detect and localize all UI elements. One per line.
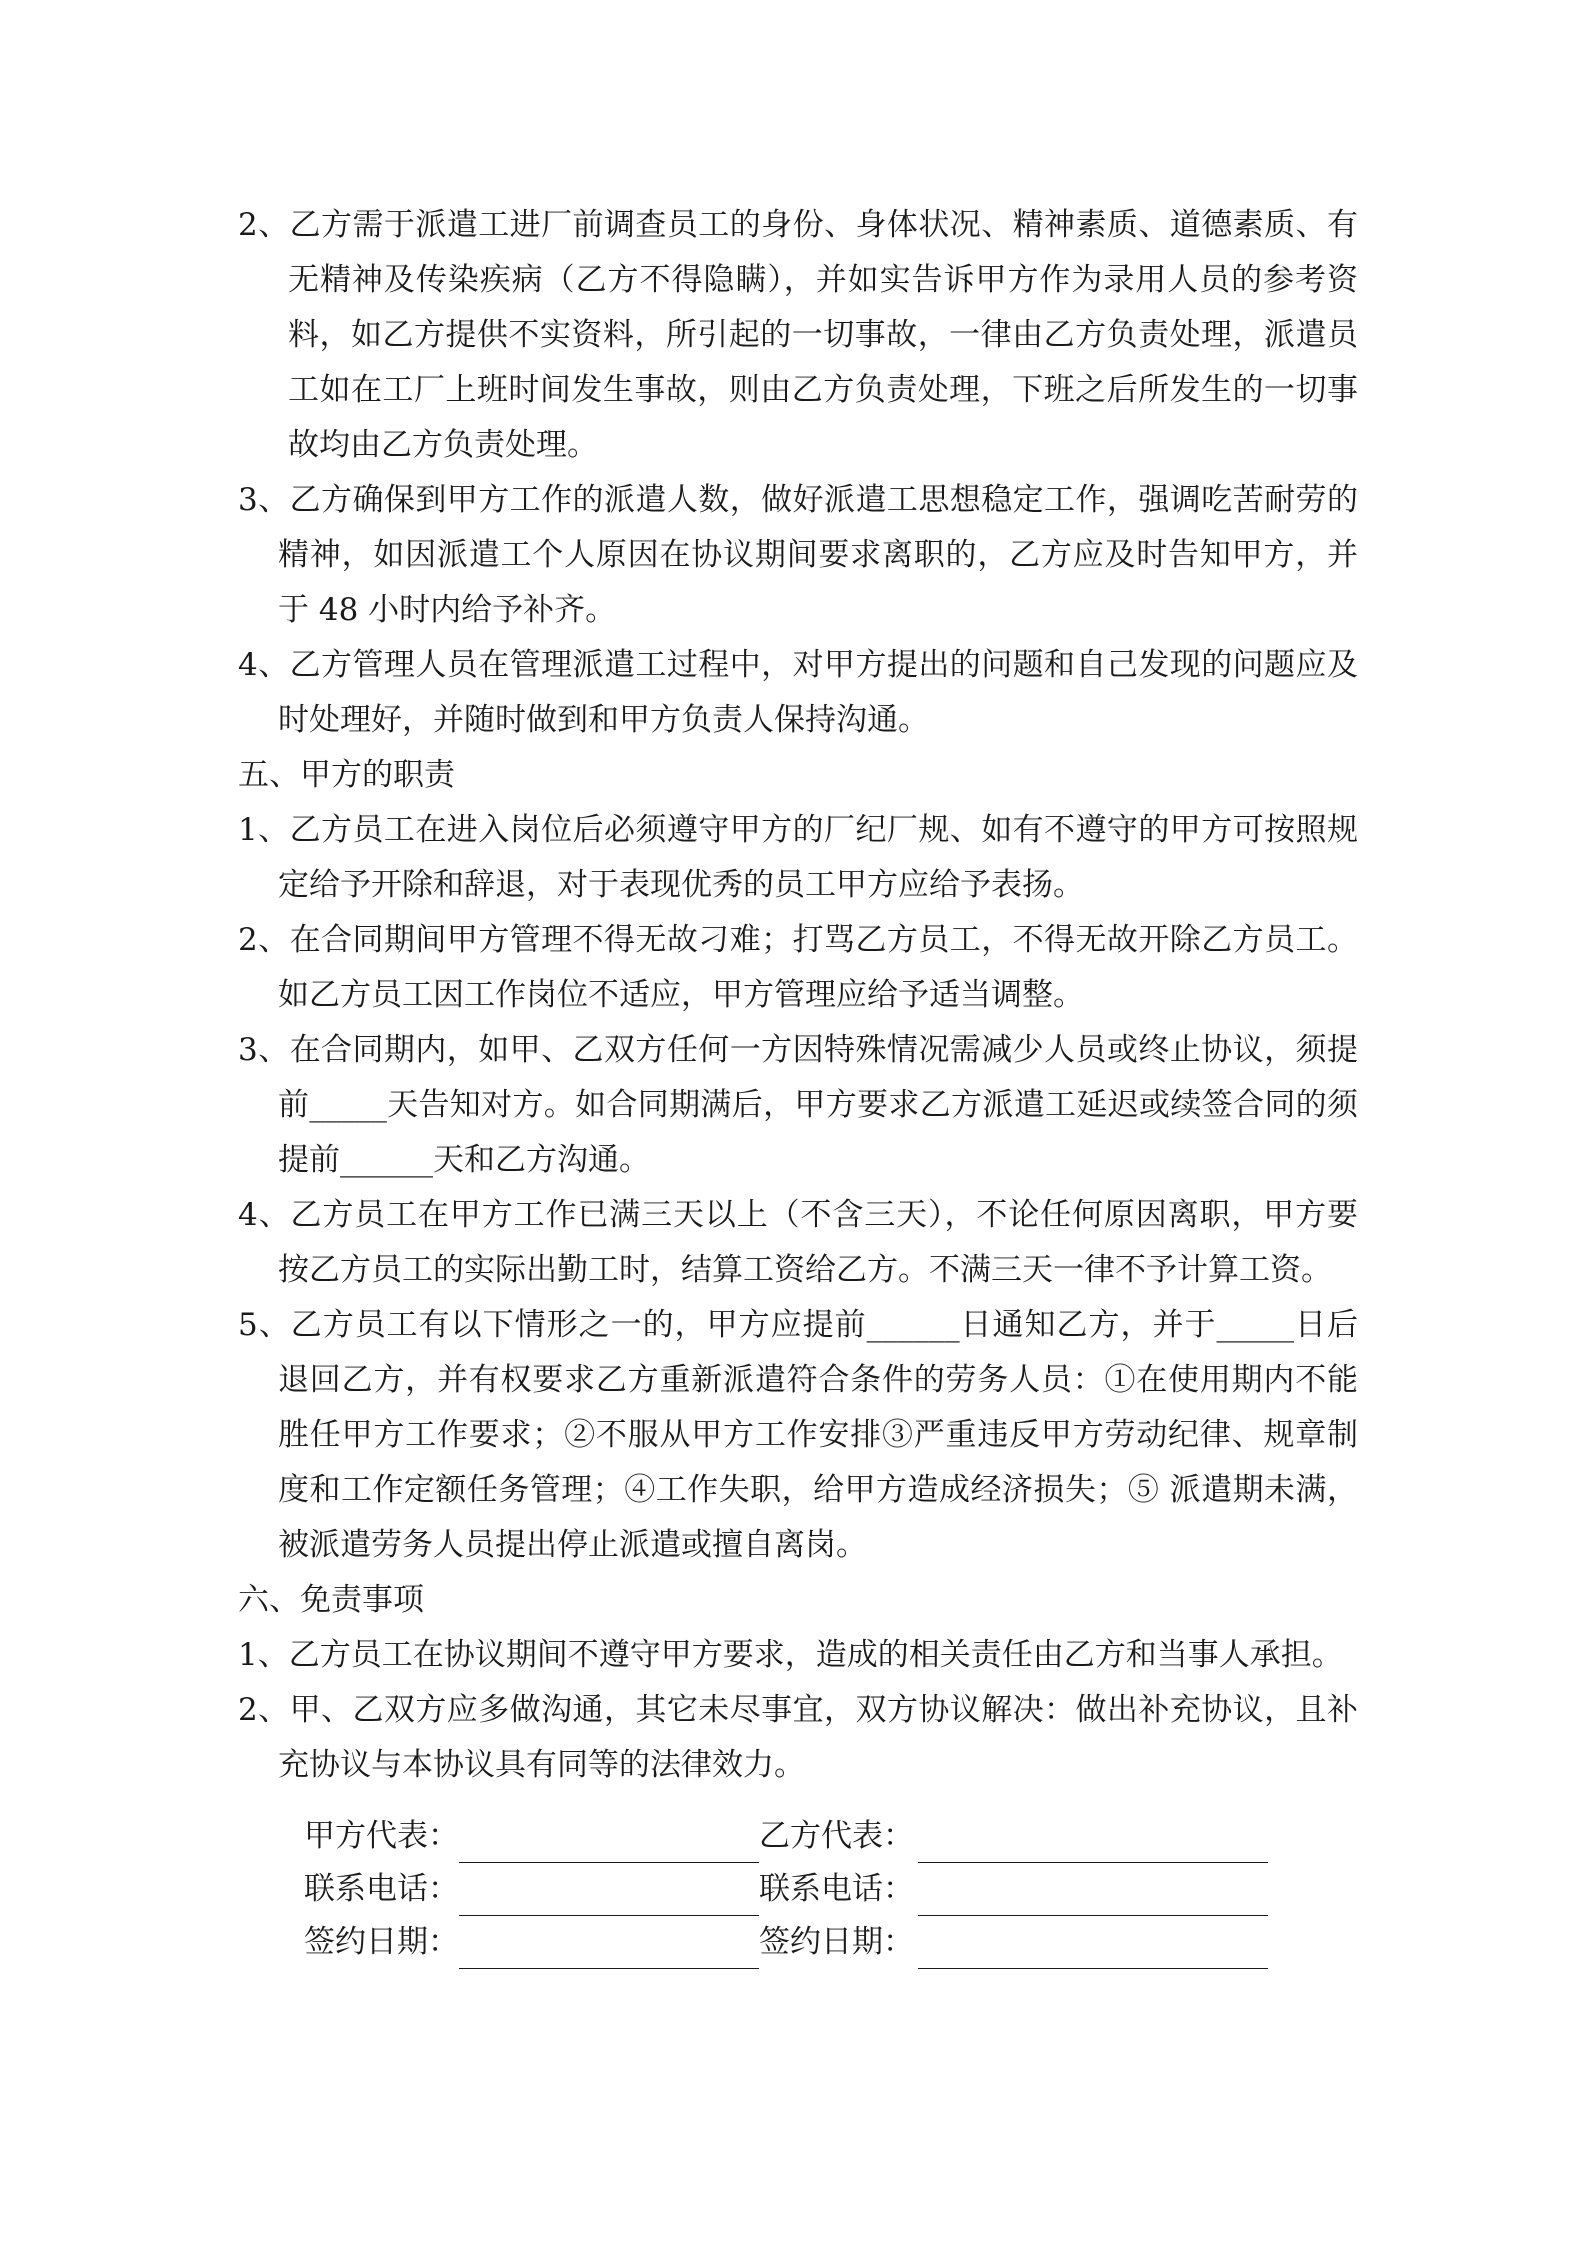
- party-a-rep-label: 甲方代表：: [304, 1818, 459, 1854]
- party-a-phone-label: 联系电话：: [304, 1871, 459, 1907]
- party-b-rep-line[interactable]: [918, 1824, 1268, 1863]
- party-a-rep-line[interactable]: [459, 1824, 759, 1863]
- party-a-date-line[interactable]: [459, 1930, 759, 1969]
- clause-2: 2、乙方需于派遣工进厂前调查员工的身份、身体状况、精神素质、道德素质、有无精神及传染疾病（乙方不得隐瞒），并如实告诉甲方作为录用人员的参考资料，如乙方提供不实资料，所引起的一切事故，一律由乙方负责处理，派遣员工如在工厂上班时间发生事故，则由乙方负责处理，下班之后所发生的一切事故均由乙方负责处理。: [238, 207, 1358, 463]
- clause-4: 4、乙方管理人员在管理派遣工过程中，对甲方提出的问题和自己发现的问题应及时处理好，并随时做到和甲方负责人保持沟通。: [238, 647, 1358, 738]
- signature-row-representative: [304, 1810, 1268, 1863]
- party-b-date-line[interactable]: [918, 1930, 1268, 1969]
- party-b-date-label: 签约日期：: [759, 1924, 914, 1960]
- party-a-duty-1: 1、乙方员工在进入岗位后必须遵守甲方的厂纪厂规、如有不遵守的甲方可按照规定给予开除和辞退，对于表现优秀的员工甲方应给予表扬。: [238, 812, 1358, 903]
- party-a-duty-5: 5、乙方员工有以下情形之一的，甲方应提前______日通知乙方，并于_____日后退回乙方，并有权要求乙方重新派遣符合条件的劳务人员：①在使用期内不能胜任甲方工作要求；②不服从甲方工作安排③严重违反甲方劳动纪律、规章制度和工作定额任务管理；④工作失职，给甲方造成经济损失；⑤ 派遣期未满，被派遣劳务人员提出停止派遣或擅自离岗。: [238, 1307, 1358, 1563]
- party-a-phone-line[interactable]: [459, 1877, 759, 1916]
- document-body: [238, 198, 1358, 1793]
- signature-row-date: [304, 1916, 1268, 1969]
- signature-block: [304, 1810, 1268, 1969]
- party-a-date-label: 签约日期：: [304, 1924, 459, 1960]
- section-heading-exemptions: 六、免责事项: [238, 1582, 424, 1618]
- signature-row-phone: [304, 1863, 1268, 1916]
- party-a-duty-4: 4、乙方员工在甲方工作已满三天以上（不含三天），不论任何原因离职，甲方要按乙方员工的实际出勤工时，结算工资给乙方。不满三天一律不予计算工资。: [238, 1197, 1358, 1288]
- exemption-2: 2、甲、乙双方应多做沟通，其它未尽事宜，双方协议解决：做出补充协议，且补充协议与本协议具有同等的法律效力。: [238, 1692, 1358, 1783]
- exemption-1: 1、乙方员工在协议期间不遵守甲方要求，造成的相关责任由乙方和当事人承担。: [238, 1637, 1343, 1673]
- clause-3: 3、乙方确保到甲方工作的派遣人数，做好派遣工思想稳定工作，强调吃苦耐劳的精神，如因派遣工个人原因在协议期间要求离职的，乙方应及时告知甲方，并于 48 小时内给予补齐。: [238, 482, 1358, 628]
- party-b-phone-line[interactable]: [918, 1877, 1268, 1916]
- party-b-phone-label: 联系电话：: [759, 1871, 914, 1907]
- party-a-duty-2: 2、在合同期间甲方管理不得无故刁难；打骂乙方员工，不得无故开除乙方员工。如乙方员工因工作岗位不适应，甲方管理应给予适当调整。: [238, 922, 1358, 1013]
- party-b-rep-label: 乙方代表：: [759, 1818, 914, 1854]
- party-a-duty-3: 3、在合同期内，如甲、乙双方任何一方因特殊情况需减少人员或终止协议，须提前_____天告知对方。如合同期满后，甲方要求乙方派遣工延迟或续签合同的须提前______天和乙方沟通。: [238, 1032, 1358, 1178]
- section-heading-party-a-duties: 五、甲方的职责: [238, 757, 455, 793]
